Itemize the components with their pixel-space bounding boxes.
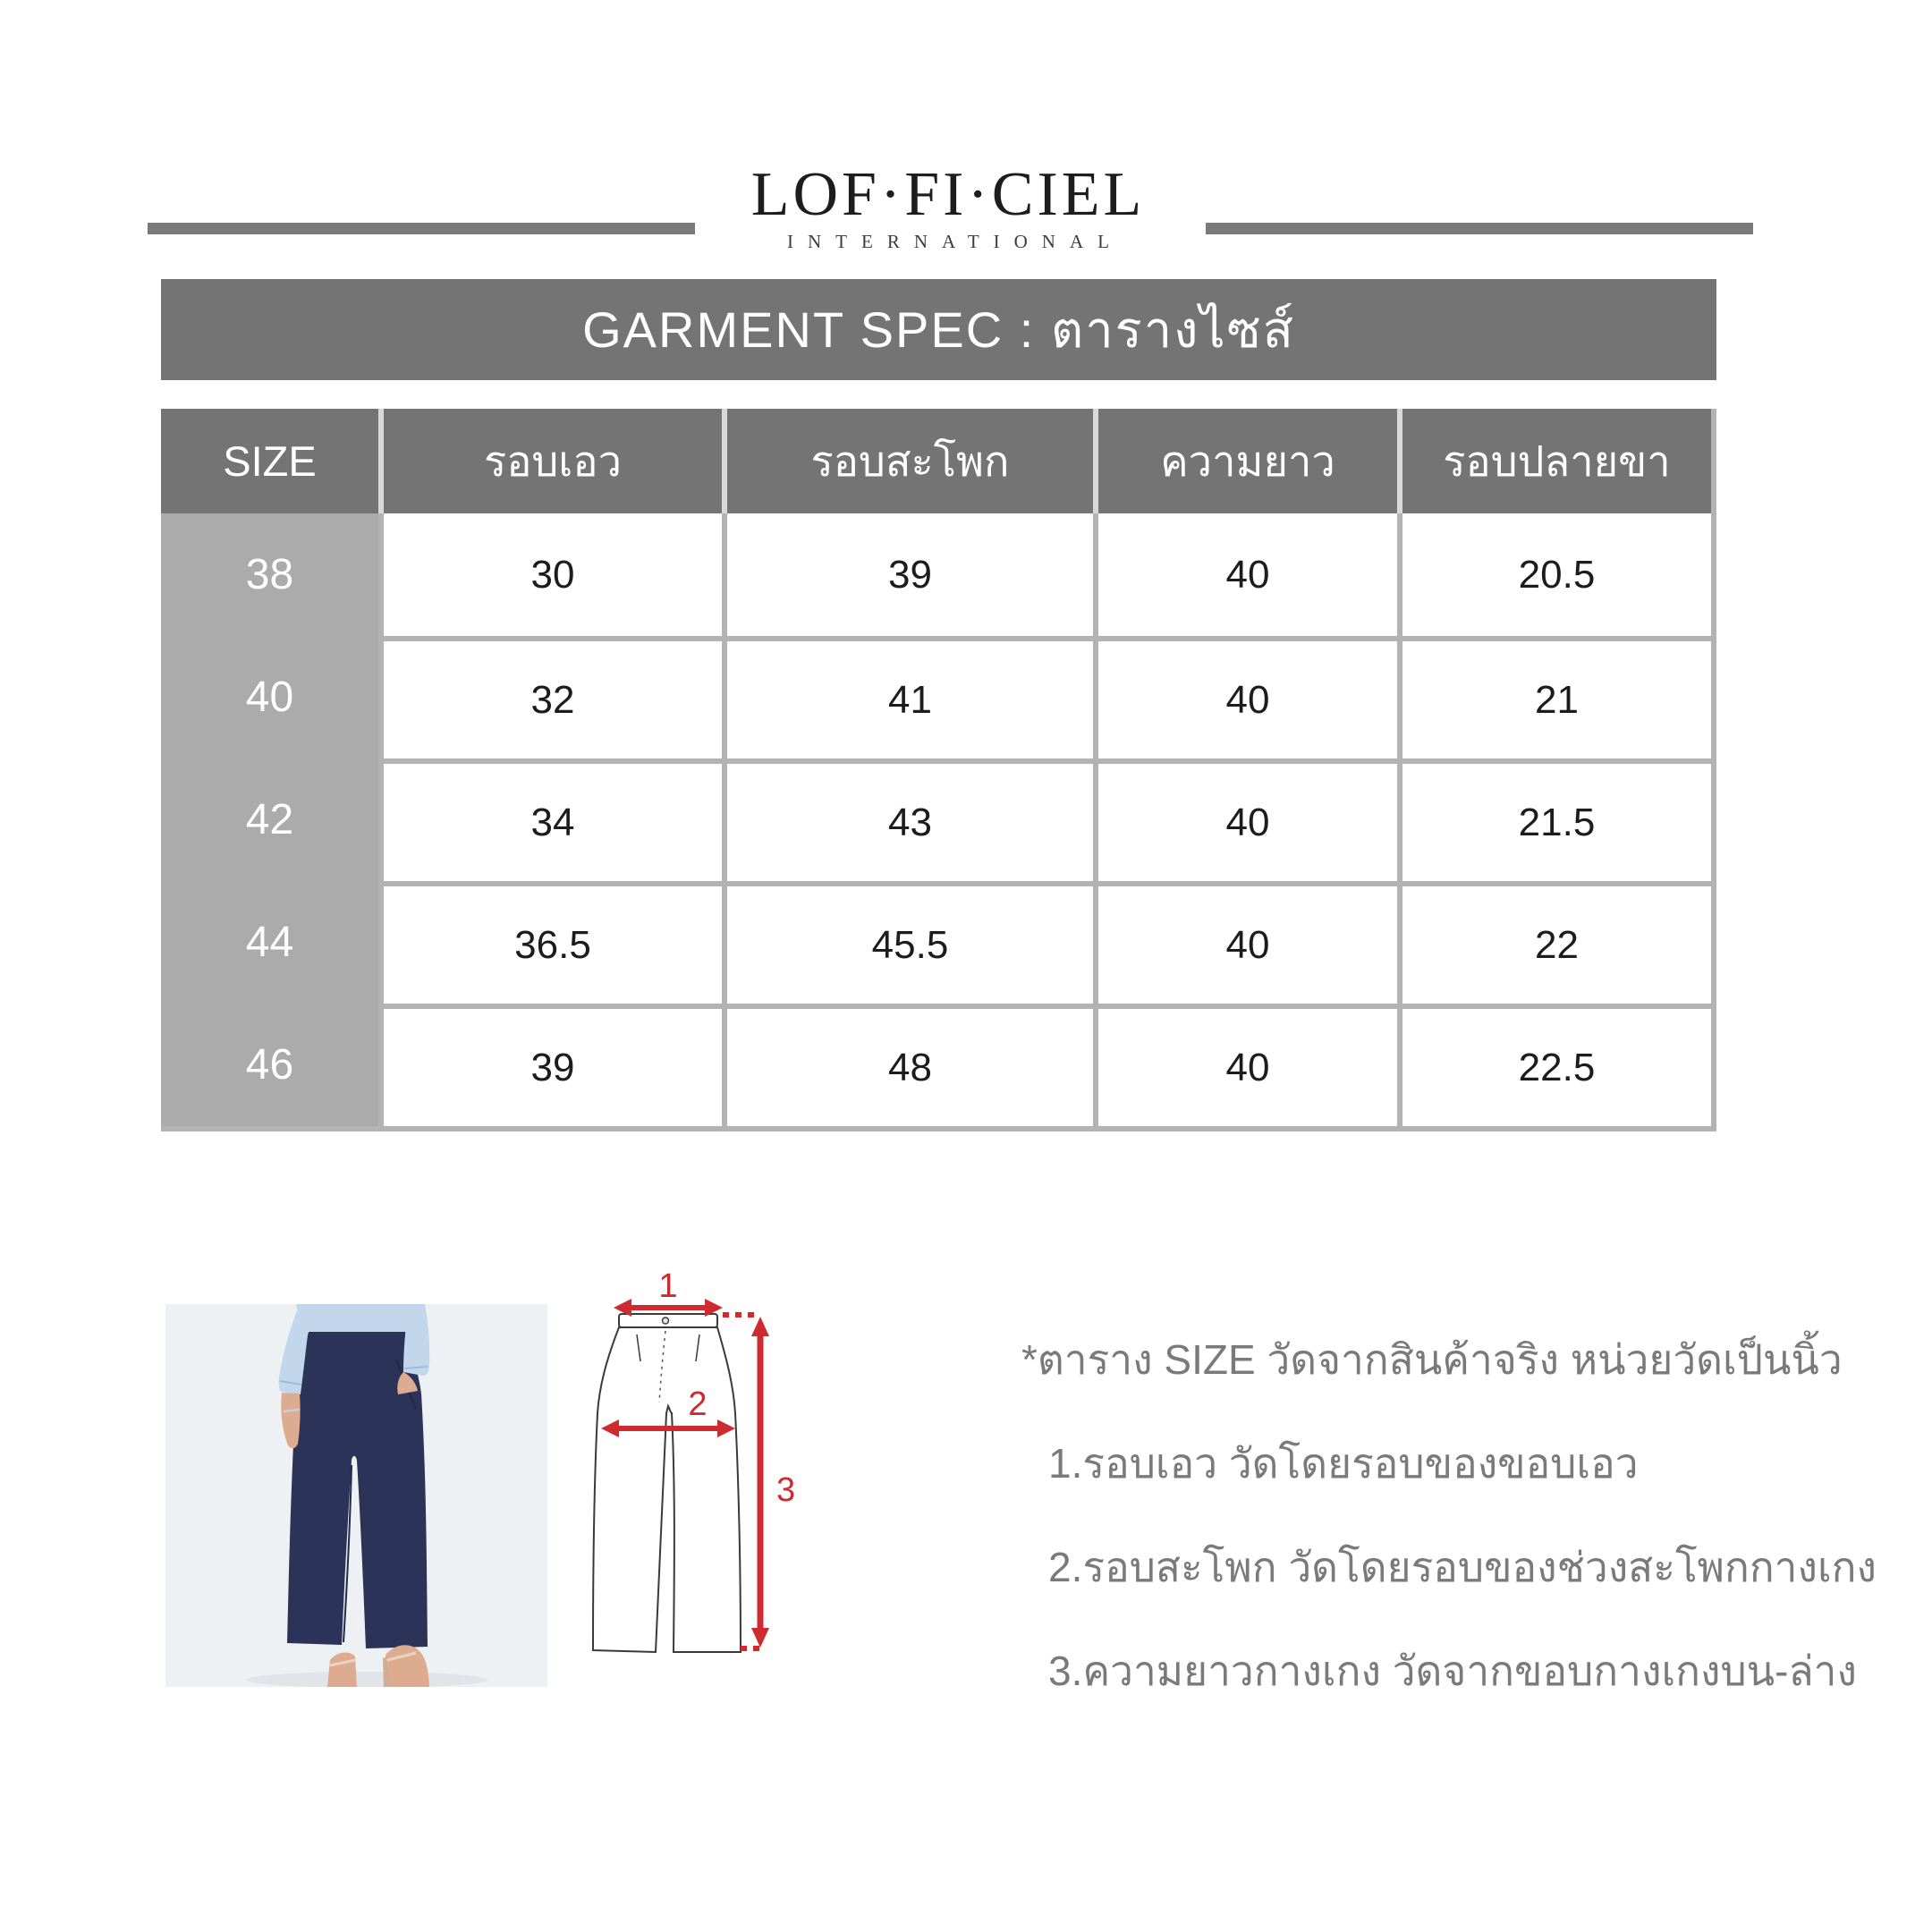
waist-cell: 39	[384, 1004, 727, 1126]
leg-opening-cell: 22.5	[1402, 1004, 1711, 1126]
size-cell: 40	[161, 636, 384, 758]
length-cell: 40	[1098, 881, 1402, 1004]
table-row	[161, 513, 1711, 636]
section-banner	[161, 279, 1716, 380]
brand-subtitle: INTERNATIONAL	[787, 231, 1123, 252]
hip-cell: 41	[727, 636, 1098, 758]
measurement-diagram	[572, 1270, 877, 1699]
leg-opening-cell: 21	[1402, 636, 1711, 758]
size-table-body	[161, 513, 1711, 1126]
diagram-label-3: 3	[776, 1471, 796, 1509]
waist-button	[663, 1318, 669, 1324]
size-table-header	[161, 409, 1711, 513]
length-cell: 40	[1098, 513, 1402, 636]
measurement-notes	[1021, 1308, 1877, 1723]
size-cell: 46	[161, 1004, 384, 1126]
size-table	[161, 409, 1716, 1131]
note-line: 1.รอบเอว วัดโดยรอบของขอบเอว	[1048, 1440, 1639, 1487]
column-header-leg-opening: รอบปลายขา	[1443, 437, 1671, 485]
shirt-torso	[296, 1304, 425, 1332]
diagram-label-2: 2	[688, 1385, 708, 1423]
hip-cell: 43	[727, 758, 1098, 881]
length-measure-arrow	[751, 1317, 769, 1648]
waist-cell: 30	[384, 513, 727, 636]
hip-cell: 45.5	[727, 881, 1098, 1004]
diagram-label-1: 1	[658, 1270, 678, 1305]
product-photo	[165, 1304, 547, 1687]
size-cell: 38	[161, 513, 384, 636]
note-line: 2.รอบสะโพก วัดโดยรอบของช่วงสะโพกกางเกง	[1048, 1544, 1877, 1590]
note-line: *ตาราง SIZE วัดจากสินค้าจริง หน่วยวัดเป็นนิ้ว	[1021, 1336, 1843, 1383]
column-header-size: SIZE	[161, 409, 384, 513]
table-row	[161, 758, 1711, 881]
column-header-length: ความยาว	[1098, 409, 1402, 513]
size-cell: 42	[161, 758, 384, 881]
pants-outline	[593, 1327, 741, 1652]
size-cell: 44	[161, 881, 384, 1004]
hip-cell: 39	[727, 513, 1098, 636]
brand-rule-right	[1206, 223, 1753, 234]
table-row	[161, 1004, 1711, 1126]
column-header-hip: รอบสะโพก	[727, 409, 1098, 513]
banner-title: GARMENT SPEC : ตารางไซส์	[582, 301, 1295, 358]
leg-opening-cell: 21.5	[1402, 758, 1711, 881]
waist-cell: 32	[384, 636, 727, 758]
length-cell: 40	[1098, 1004, 1402, 1126]
table-row	[161, 881, 1711, 1004]
length-cell: 40	[1098, 758, 1402, 881]
length-cell: 40	[1098, 636, 1402, 758]
brand-logo: LOF·FI·CIEL	[750, 160, 1146, 229]
leg-opening-cell: 22	[1402, 881, 1711, 1004]
column-header-waist: รอบเอว	[384, 409, 727, 513]
hip-cell: 48	[727, 1004, 1098, 1126]
brand-rule-left	[148, 223, 695, 234]
note-line: 3.ความยาวกางเกง วัดจากขอบกางเกงบน-ล่าง	[1048, 1648, 1857, 1694]
waist-cell: 34	[384, 758, 727, 881]
leg-opening-cell: 20.5	[1402, 513, 1711, 636]
table-row	[161, 636, 1711, 758]
waist-cell: 36.5	[384, 881, 727, 1004]
